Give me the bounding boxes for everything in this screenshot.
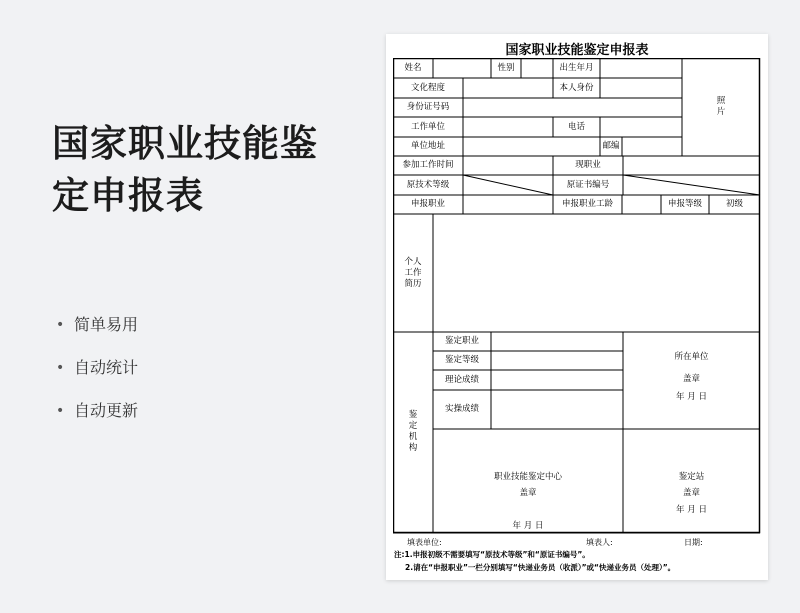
label-id-number: 身份证号码 [406,102,450,112]
hero-title-line2: 定申报表 [52,174,204,217]
label-identity: 本人身份 [559,82,594,93]
station-seal: 盖章 [682,487,700,498]
value-apply-level: 初级 [725,199,743,209]
label-appraise-job: 鉴定职业 [444,336,479,346]
label-appraise-level: 鉴定等级 [444,355,479,365]
label-phone: 电话 [567,121,585,132]
center-seal: 盖章 [519,487,537,498]
label-apply-level: 申报等级 [667,199,702,209]
footer-note1: 注:1.申报初级不需要填写“原技术等级”和“原证书编号”。 [394,550,590,559]
label-orig-level: 原技术等级 [406,179,450,190]
footer-date: 日期: [684,538,703,547]
label-practice-score: 实操成绩 [444,404,479,414]
label-apply-job: 申报职业 [410,199,445,209]
label-work-unit: 工作单位 [410,121,445,132]
unit-block-title: 所在单位 [674,351,709,362]
label-gender: 性别 [497,62,515,73]
label-education: 文化程度 [410,82,445,93]
center-title: 职业技能鉴定中心 [493,471,562,482]
center-date: 年 月 日 [512,520,544,531]
label-birth: 出生年月 [559,62,594,73]
label-resume: 个人 工作 简历 [404,256,422,289]
form-title: 国家职业技能鉴定申报表 [505,43,649,58]
footer-filler: 填表人: [586,538,613,547]
hero-title [52,118,318,222]
label-photo: 照 片 [716,96,726,117]
feature-item: • 自动统计 [56,355,138,398]
label-unit-address: 单位地址 [410,141,445,151]
footer-fill-unit: 填表单位: [407,538,442,547]
feature-list [56,312,138,441]
label-postcode: 邮编 [602,141,620,151]
label-orig-cert: 原证书编号 [566,179,610,190]
feature-item: • 简单易用 [56,312,138,355]
unit-seal: 盖章 [682,373,700,384]
label-name: 姓名 [404,62,422,73]
hero-title-line1: 国家职业技能鉴 [52,122,318,165]
label-apply-years: 申报职业工龄 [561,199,613,209]
station-date: 年 月 日 [676,504,707,515]
label-current-job: 现职业 [575,160,601,170]
label-work-start: 参加工作时间 [402,160,454,170]
label-org: 鉴 定 机 构 [408,410,418,453]
footer-note2: 2.请在“申报职业”一栏分别填写“快递业务员（收派）”或“快递业务员（处理）”。 [405,563,676,572]
feature-item: • 自动更新 [56,398,138,441]
station-title: 鉴定站 [678,471,705,482]
label-theory-score: 理论成绩 [444,374,479,385]
unit-date: 年 月 日 [676,391,707,402]
